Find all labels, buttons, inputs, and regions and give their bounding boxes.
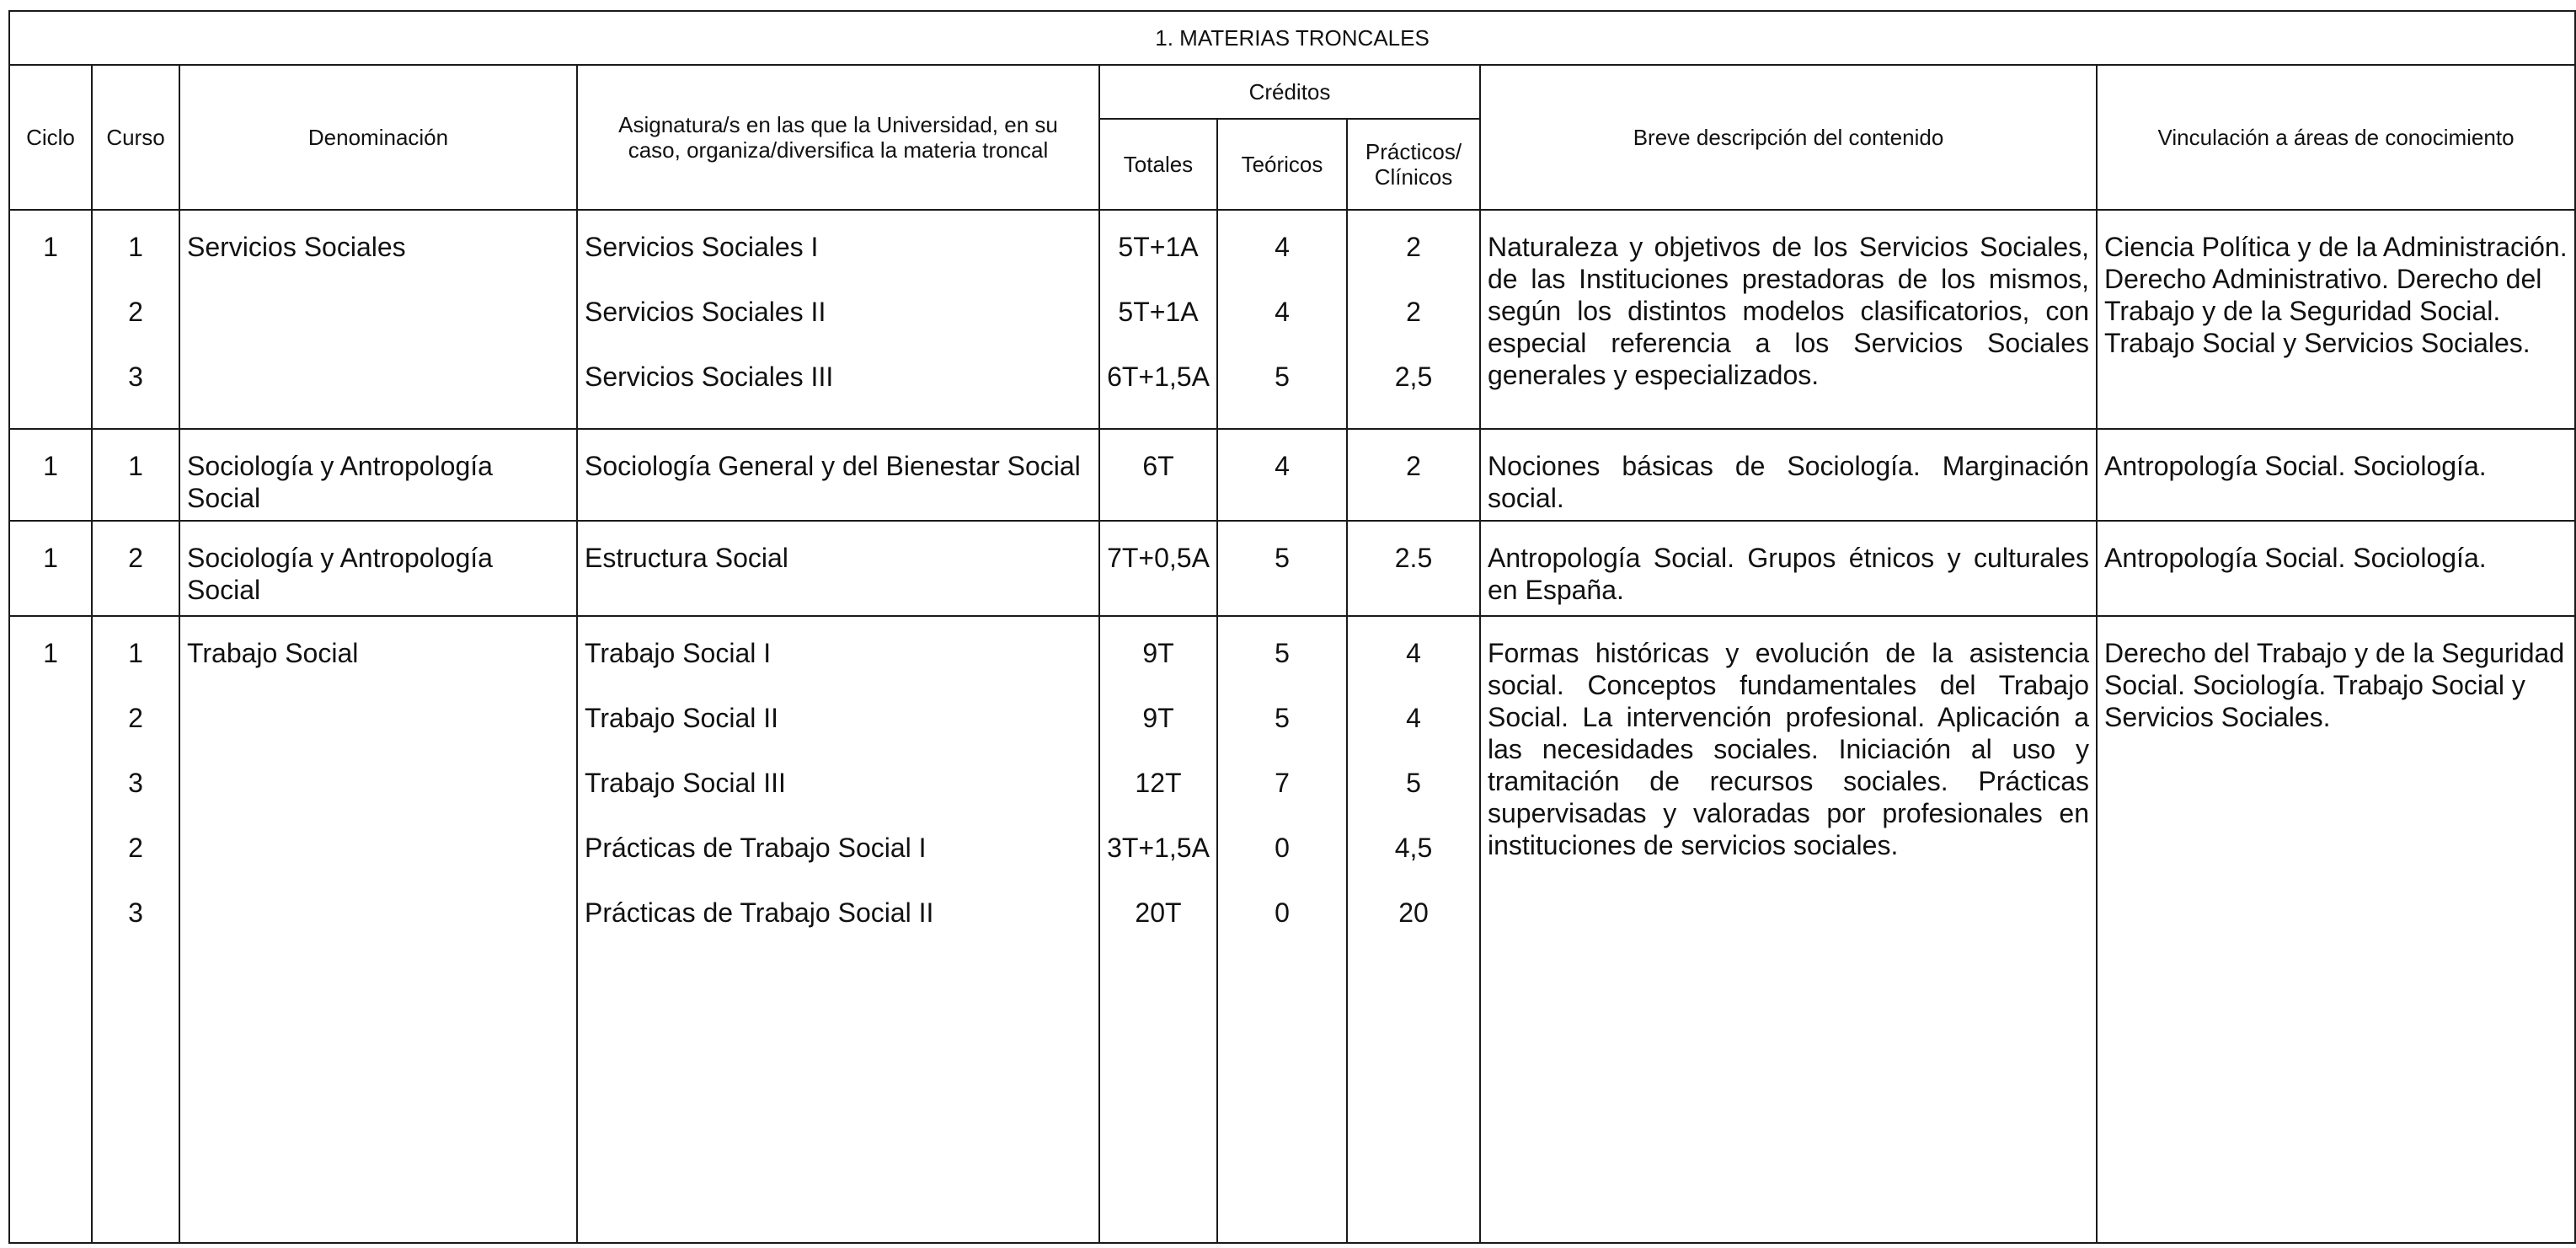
denominacion-text: Sociología y Antropología Social xyxy=(187,451,493,513)
header-descripcion: Breve descripción del contenido xyxy=(1480,65,2097,210)
denominacion-text: Trabajo Social xyxy=(187,638,359,668)
table-row xyxy=(9,429,2575,521)
teoricos-line: 5 xyxy=(1275,362,1290,392)
totales-line: 12T xyxy=(1135,768,1182,798)
asignatura-line: Trabajo Social I xyxy=(585,638,772,668)
teoricos-line: 4 xyxy=(1275,297,1290,327)
totales-cell xyxy=(1099,210,1217,429)
asignatura-line: Servicios Sociales II xyxy=(585,297,826,327)
header-asignatura xyxy=(577,65,1099,210)
curso-line: 1 xyxy=(128,638,143,668)
teoricos-line: 4 xyxy=(1275,451,1290,481)
vinculacion-text: Antropología Social. Sociología. xyxy=(2104,543,2487,573)
materias-troncales-table xyxy=(8,10,2576,1244)
curso-line: 3 xyxy=(128,362,143,392)
descripcion-cell xyxy=(1480,210,2097,429)
practicos-line: 5 xyxy=(1406,768,1421,798)
descripcion-text: Nociones básicas de Sociología. Marginación social. xyxy=(1488,451,2089,513)
practicos-cell xyxy=(1347,521,1480,616)
practicos-line: 20 xyxy=(1398,897,1429,928)
practicos-line: 2 xyxy=(1406,297,1421,327)
descripcion-text: Antropología Social. Grupos étnicos y culturales en España. xyxy=(1488,543,2089,605)
header-denominacion: Denominación xyxy=(179,65,577,210)
practicos-line: 4 xyxy=(1406,703,1421,733)
header-totales: Totales xyxy=(1099,119,1217,210)
totales-line: 7T+0,5A xyxy=(1107,543,1210,573)
header-asignatura-text: Asignatura/s en las que la Universidad, en su caso, organiza/diversifica la materia troncal xyxy=(618,112,1058,163)
header-practicos-text: Prácticos/ Clínicos xyxy=(1365,139,1462,190)
teoricos-line: 5 xyxy=(1275,543,1290,573)
denominacion-cell xyxy=(179,429,577,521)
table-title: 1. MATERIAS TRONCALES xyxy=(9,11,2575,65)
descripcion-cell xyxy=(1480,521,2097,616)
header-vinculacion: Vinculación a áreas de conocimiento xyxy=(2097,65,2575,210)
asignatura-cell xyxy=(577,616,1099,1243)
practicos-line: 2 xyxy=(1406,232,1421,262)
vinculacion-cell xyxy=(2097,616,2575,1243)
table-row xyxy=(9,521,2575,616)
totales-line: 6T xyxy=(1142,451,1174,481)
teoricos-cell xyxy=(1217,210,1347,429)
descripcion-cell xyxy=(1480,616,2097,1243)
header-curso: Curso xyxy=(92,65,179,210)
asignatura-line: Prácticas de Trabajo Social I xyxy=(585,833,927,863)
table-row xyxy=(9,210,2575,429)
table-body xyxy=(9,210,2575,1243)
asignatura-cell xyxy=(577,210,1099,429)
header-creditos: Créditos xyxy=(1099,65,1480,119)
ciclo-cell xyxy=(9,429,92,521)
denominacion-text: Servicios Sociales xyxy=(187,232,406,262)
teoricos-cell xyxy=(1217,521,1347,616)
teoricos-line: 0 xyxy=(1275,833,1290,863)
denominacion-cell xyxy=(179,521,577,616)
asignatura-line: Prácticas de Trabajo Social II xyxy=(585,897,934,928)
teoricos-line: 7 xyxy=(1275,768,1290,798)
totales-line: 6T+1,5A xyxy=(1107,362,1210,392)
asignatura-line: Servicios Sociales III xyxy=(585,362,834,392)
ciclo-text: 1 xyxy=(43,638,58,668)
vinculacion-cell xyxy=(2097,210,2575,429)
materias-troncales-sheet xyxy=(8,10,2568,1237)
asignatura-line: Trabajo Social II xyxy=(585,703,779,733)
ciclo-cell xyxy=(9,616,92,1243)
curso-line: 2 xyxy=(128,543,143,573)
descripcion-cell xyxy=(1480,429,2097,521)
curso-cell xyxy=(92,429,179,521)
practicos-cell xyxy=(1347,429,1480,521)
practicos-cell xyxy=(1347,616,1480,1243)
denominacion-cell xyxy=(179,210,577,429)
asignatura-line: Servicios Sociales I xyxy=(585,232,819,262)
asignatura-cell xyxy=(577,521,1099,616)
totales-cell xyxy=(1099,616,1217,1243)
vinculacion-text: Antropología Social. Sociología. xyxy=(2104,451,2487,481)
vinculacion-text: Derecho del Trabajo y de la Seguridad Social. Sociología. Trabajo Social y Servicios Sociales. xyxy=(2104,638,2565,732)
totales-line: 5T+1A xyxy=(1118,232,1199,262)
header-teoricos: Teóricos xyxy=(1217,119,1347,210)
asignatura-cell xyxy=(577,429,1099,521)
practicos-line: 2 xyxy=(1406,451,1421,481)
vinculacion-text: Ciencia Política y de la Administración. Derecho Administrativo. Derecho del Trabajo y de la Seguridad Social. Trabajo Social y Servicios Sociales. xyxy=(2104,232,2568,358)
totales-line: 5T+1A xyxy=(1118,297,1199,327)
practicos-line: 4,5 xyxy=(1394,833,1433,863)
header-ciclo: Ciclo xyxy=(9,65,92,210)
descripcion-text: Naturaleza y objetivos de los Servicios Sociales, de las Instituciones prestadoras de los mismos, según los distintos modelos clasificatorios, con especial referencia a los Servicios Sociales generales y especializados. xyxy=(1488,232,2089,390)
ciclo-cell xyxy=(9,521,92,616)
denominacion-text: Sociología y Antropología Social xyxy=(187,543,493,605)
curso-line: 2 xyxy=(128,833,143,863)
curso-cell xyxy=(92,521,179,616)
teoricos-line: 0 xyxy=(1275,897,1290,928)
totales-cell xyxy=(1099,429,1217,521)
ciclo-cell xyxy=(9,210,92,429)
curso-line: 2 xyxy=(128,297,143,327)
totales-line: 3T+1,5A xyxy=(1107,833,1210,863)
curso-line: 3 xyxy=(128,768,143,798)
vinculacion-cell xyxy=(2097,429,2575,521)
teoricos-line: 5 xyxy=(1275,703,1290,733)
teoricos-cell xyxy=(1217,616,1347,1243)
teoricos-line: 4 xyxy=(1275,232,1290,262)
table-row xyxy=(9,616,2575,1243)
totales-line: 20T xyxy=(1135,897,1182,928)
practicos-line: 4 xyxy=(1406,638,1421,668)
asignatura-line: Trabajo Social III xyxy=(585,768,786,798)
teoricos-cell xyxy=(1217,429,1347,521)
curso-line: 1 xyxy=(128,232,143,262)
curso-line: 3 xyxy=(128,897,143,928)
totales-cell xyxy=(1099,521,1217,616)
ciclo-text: 1 xyxy=(43,543,58,573)
curso-cell xyxy=(92,210,179,429)
curso-line: 2 xyxy=(128,703,143,733)
denominacion-cell xyxy=(179,616,577,1243)
header-practicos xyxy=(1347,119,1480,210)
totales-line: 9T xyxy=(1142,703,1174,733)
practicos-cell xyxy=(1347,210,1480,429)
ciclo-text: 1 xyxy=(43,232,58,262)
asignatura-line: Estructura Social xyxy=(585,543,788,573)
asignatura-line: Sociología General y del Bienestar Social xyxy=(585,451,1081,481)
vinculacion-cell xyxy=(2097,521,2575,616)
practicos-line: 2.5 xyxy=(1394,543,1433,573)
teoricos-line: 5 xyxy=(1275,638,1290,668)
totales-line: 9T xyxy=(1142,638,1174,668)
ciclo-text: 1 xyxy=(43,451,58,481)
curso-cell xyxy=(92,616,179,1243)
descripcion-text: Formas históricas y evolución de la asistencia social. Conceptos fundamentales del Trabajo Social. La intervención profesional. Aplicación a las necesidades sociales. Iniciación al uso y tramitación de recursos sociales. Prácticas supervisadas y valoradas por profesionales en instituciones de servicios sociales. xyxy=(1488,638,2089,860)
curso-line: 1 xyxy=(128,451,143,481)
practicos-line: 2,5 xyxy=(1394,362,1433,392)
